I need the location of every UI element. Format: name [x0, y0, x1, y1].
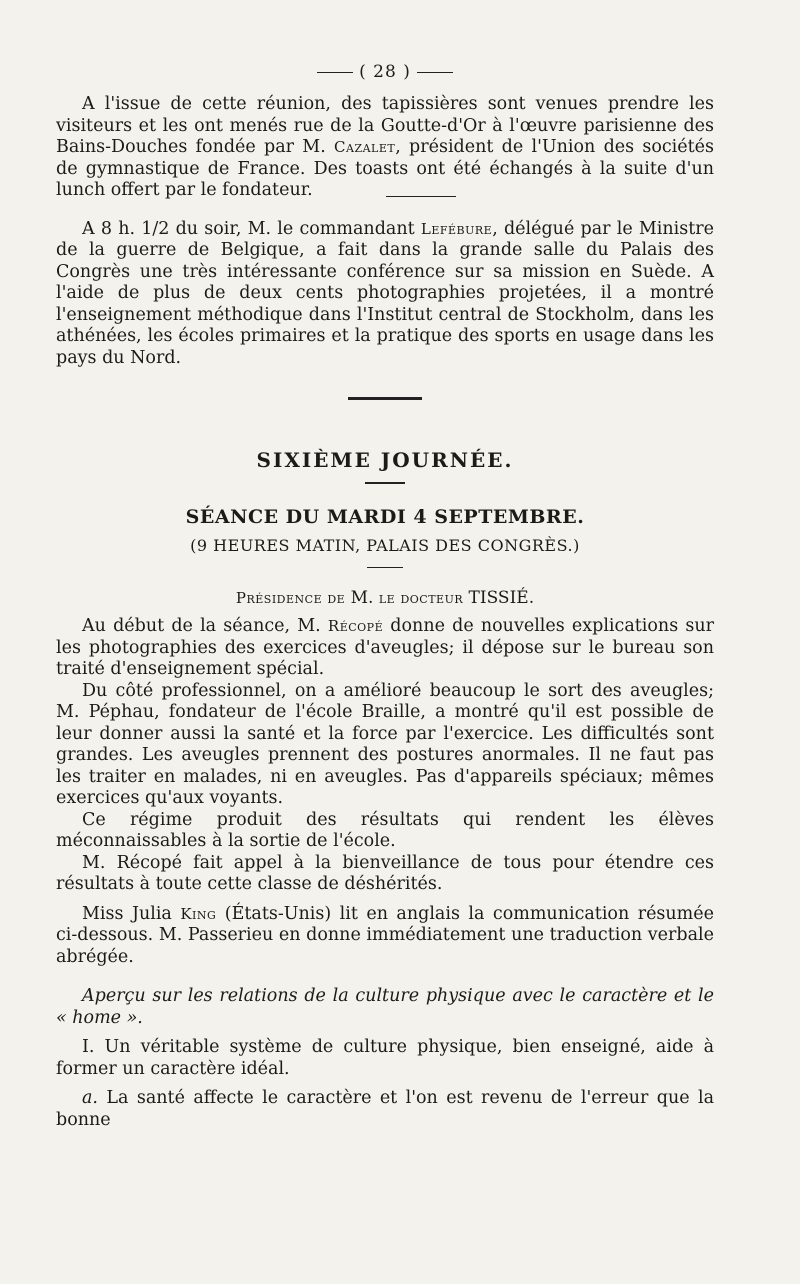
- person-name: Lefébure: [420, 219, 493, 238]
- person-name: King: [180, 904, 217, 923]
- presidence-line: Présidence de M. le docteur TISSIÉ.: [235, 588, 535, 608]
- day-title: SIXIÈME JOURNÉE.: [256, 448, 514, 472]
- subtitle-rule: [367, 567, 403, 568]
- person-name: Cazalet: [334, 138, 396, 156]
- page-header: ( 28 ): [56, 62, 714, 82]
- paragraph-regime: Ce régime produit des résultats qui rendent les élèves méconnaissables à la sortie de l'école.: [56, 809, 714, 851]
- page-number: 28: [373, 62, 397, 82]
- article-title: Aperçu sur les relations de la culture physique avec le caractère et le « home ».: [56, 986, 714, 1028]
- paragraph-point-a: a. La santé affecte le caractère et l'on est revenu de l'erreur que la bonne: [56, 1088, 714, 1130]
- header-ornament-right: [417, 72, 453, 73]
- paragraph-point-one: I. Un véritable système de culture physique, bien enseigné, aide à former un caractère idéal.: [56, 1037, 714, 1079]
- paragraph-king: Miss Julia King (États-Unis) lit en anglais la communication résumée ci-dessous. M. Passerieu en donne immédiatement une traduction verbale abrégée.: [56, 903, 714, 967]
- paragraph-appel: M. Récopé fait appel à la bienveillance de tous pour étendre ces résultats à toute cette classe de déshérités.: [56, 852, 714, 894]
- paragraph-reunion: A l'issue de cette réunion, des tapissières sont venues prendre les visiteurs et les ont menés rue de la Goutte-d'Or à l'œuvre parisienne des Bains-Douches fondée par M. Cazalet, président de l'Union des sociétés de gymnastique de France. Des toasts ont été échangés à la suite d'un lunch offert par le fondateur.: [56, 94, 715, 200]
- person-name: Récopé: [327, 617, 384, 635]
- section-rule: [386, 196, 456, 197]
- paragraph-conference: A 8 h. 1/2 du soir, M. le commandant Lefébure, délégué par le Ministre de la guerre de Belgique, a fait dans la grande salle du Palais des Congrès une très intéressante conférence sur sa mission en Suède. A l'aide de plus de deux cents photographies projetées, il a montré l'enseignement méthodique dans l'Institut central de Stockholm, dans les athénées, les écoles primaires et la pratique des sports en usage dans les pays du Nord.: [56, 218, 715, 368]
- title-rule: [365, 482, 405, 484]
- header-ornament-left: [317, 72, 353, 73]
- section-divider: [348, 397, 422, 400]
- session-subtitle: (9 HEURES MATIN, PALAIS DES CONGRÈS.): [190, 536, 580, 555]
- paragraph-recope: Au début de la séance, M. Récopé donne de nouvelles explications sur les photographies des exercices d'aveugles; il dépose sur le bureau son traité d'enseignement spécial.: [56, 616, 714, 679]
- paragraph-professionnel: Du côté professionnel, on a amélioré beaucoup le sort des aveugles; M. Péphau, fondateur de l'école Braille, a montré qu'il est possible de leur donner aussi la santé et la force par l'exercice. Les difficultés sont grandes. Les aveugles prennent des postures anormales. Il ne faut pas les traiter en malades, ni en aveugles. Pas d'appareils spéciaux; mêmes exercices qu'aux voyants.: [56, 680, 714, 808]
- session-title: SÉANCE DU MARDI 4 SEPTEMBRE.: [185, 506, 585, 528]
